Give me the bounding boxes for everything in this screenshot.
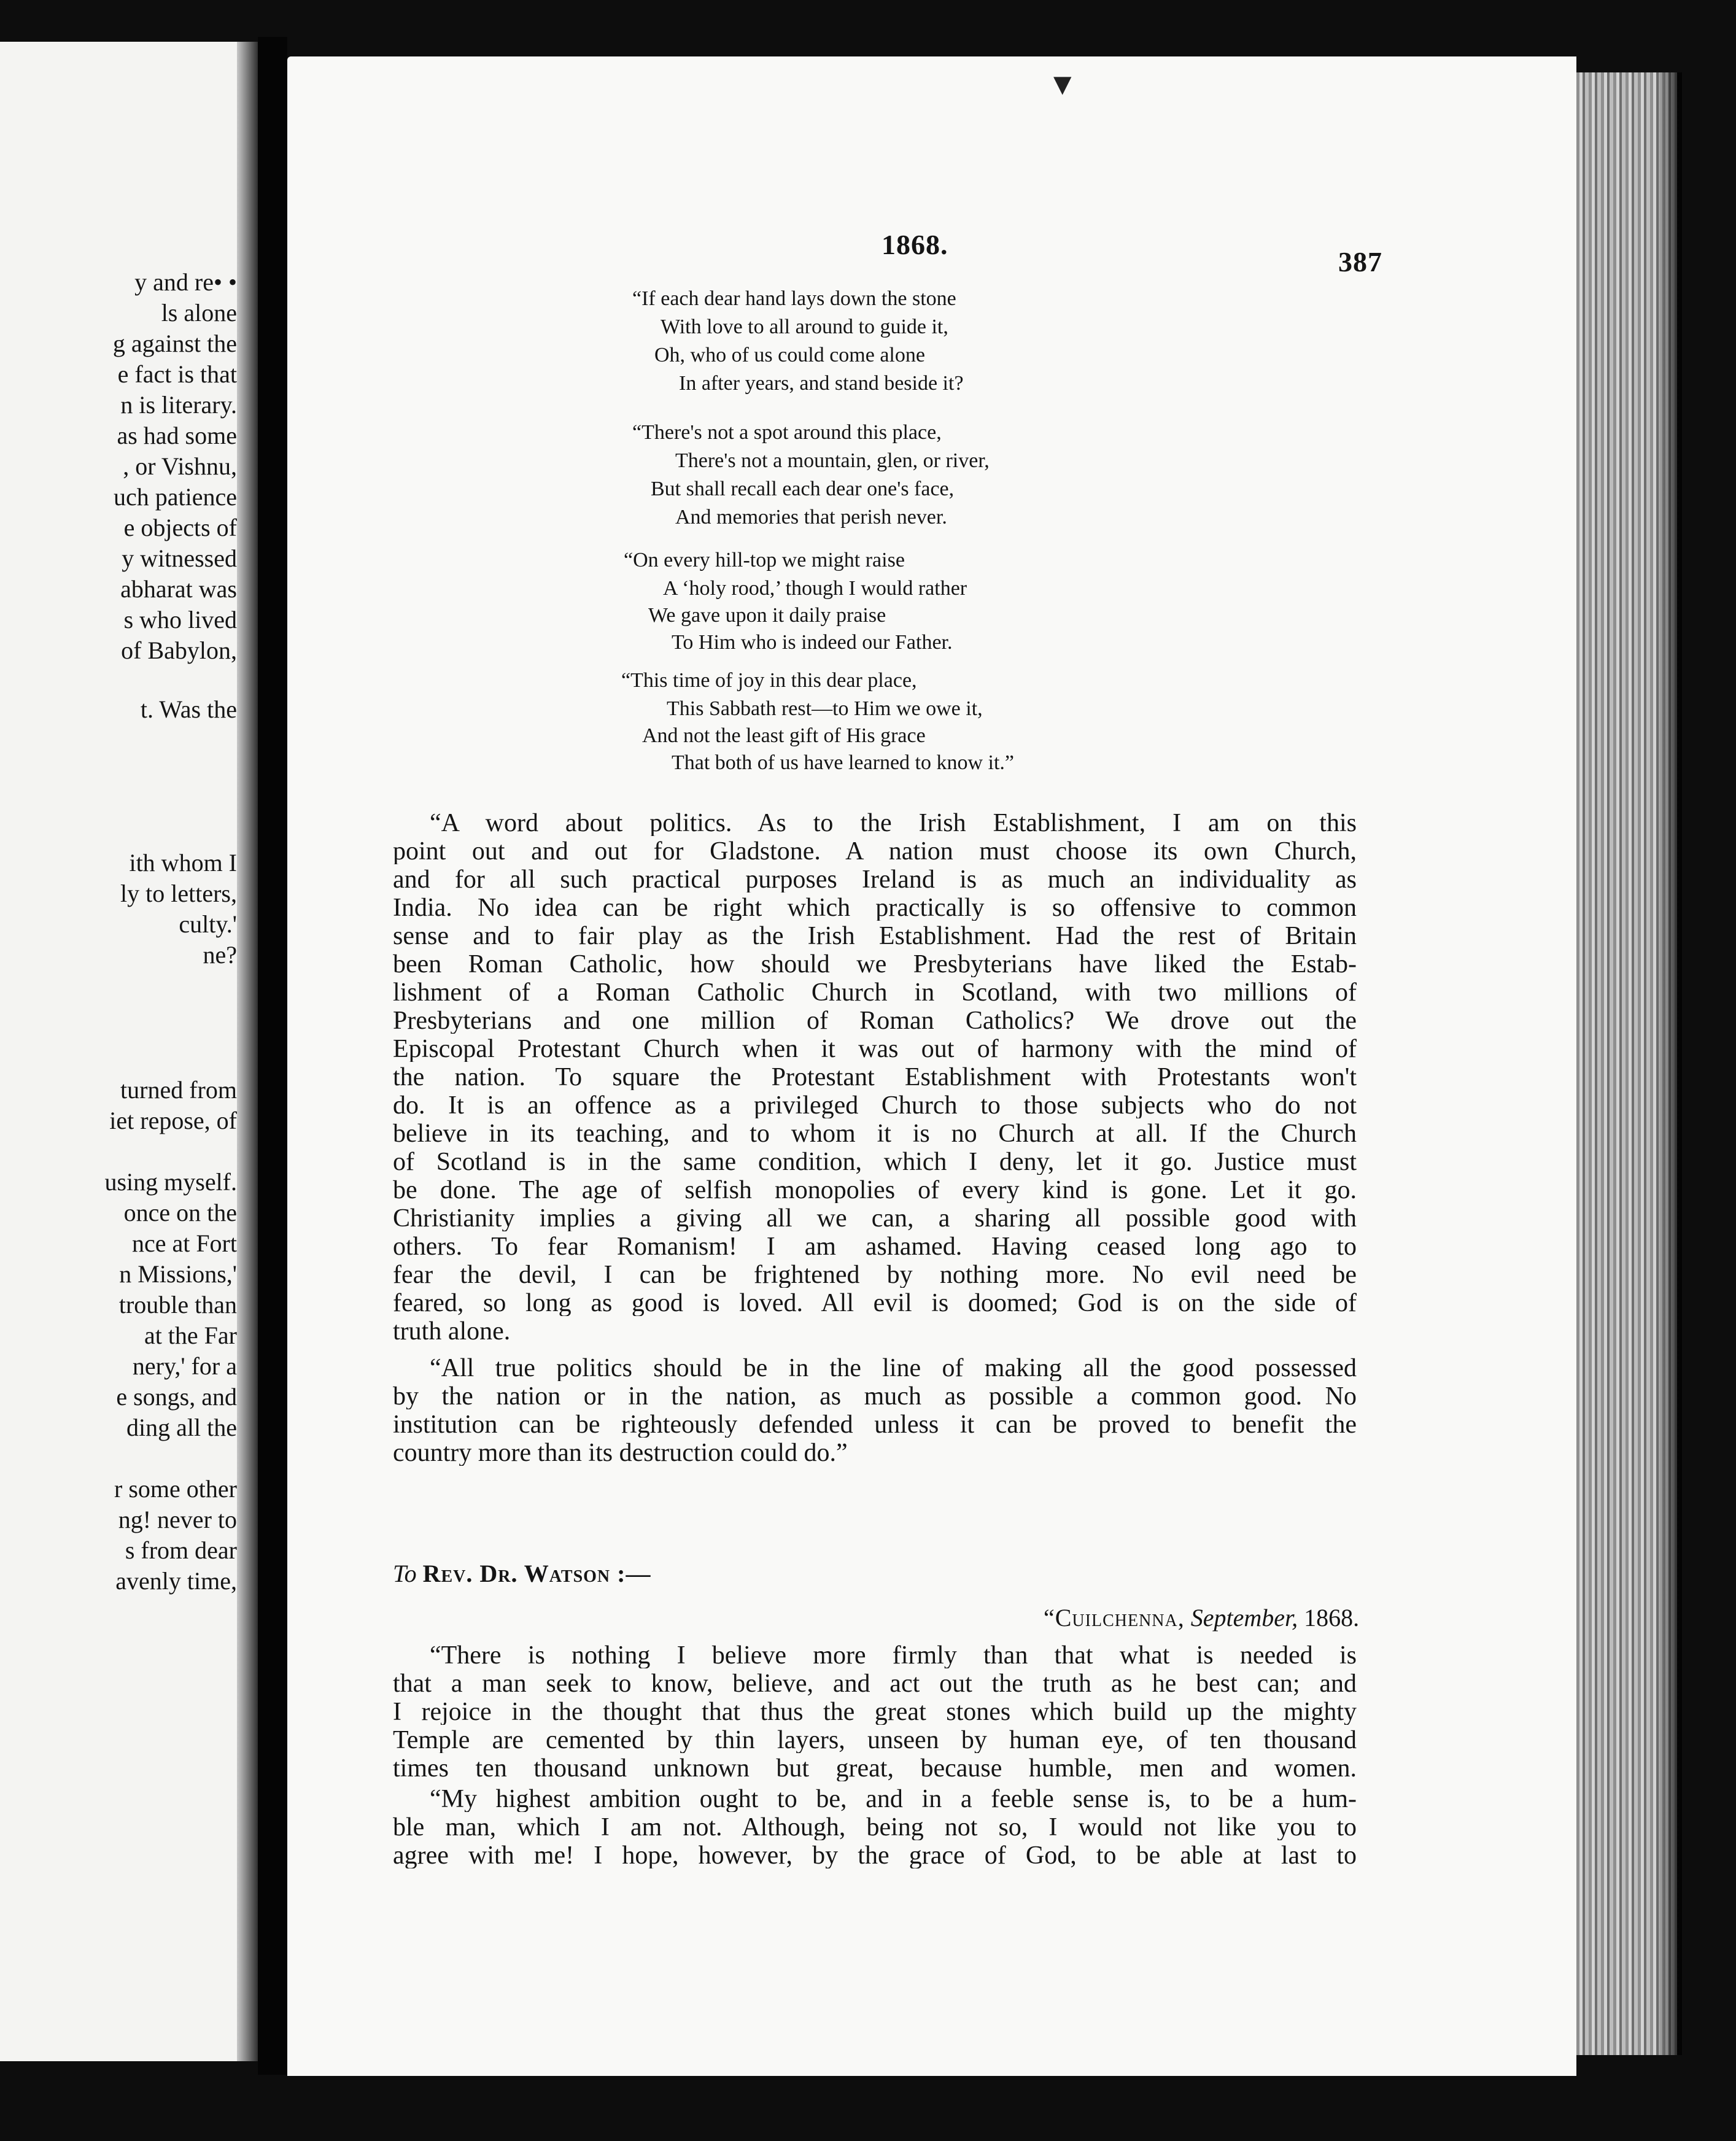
text-line: lishment of a Roman Catholic Church in Scotland, with two millions of <box>393 980 1357 1005</box>
left-line: turned from <box>120 1076 237 1104</box>
text-line: been Roman Catholic, how should we Presbyterians have liked the Estab- <box>393 951 1357 977</box>
tear-mark-icon: ▼ <box>1047 67 1078 101</box>
text-line: do. It is an offence as a privileged Church to those subjects who do not <box>393 1093 1357 1118</box>
text-line: others. To fear Romanism! I am ashamed. Having ceased long ago to <box>393 1234 1357 1260</box>
left-line: e objects of <box>123 514 237 541</box>
text-line: Episcopal Protestant Church when it was out of harmony with the mind of <box>393 1036 1357 1062</box>
dateline-year: 1868. <box>1304 1604 1360 1632</box>
text-line: that a man seek to know, believe, and act out the truth as he best can; and <box>393 1671 1357 1697</box>
left-line: ly to letters, <box>120 880 237 907</box>
text-line: Presbyterians and one million of Roman Catholics? We drove out the <box>393 1008 1357 1034</box>
left-page <box>0 42 258 2061</box>
left-line: ding all the <box>126 1414 237 1441</box>
text-line: believe in its teaching, and to whom it is no Church at all. If the Church <box>393 1121 1357 1147</box>
left-line: avenly time, <box>115 1567 237 1595</box>
left-line: n is literary. <box>120 391 237 419</box>
poem-line: But shall recall each dear one's face, <box>651 478 955 500</box>
text-line: fear the devil, I can be frightened by nothing more. No evil need be <box>393 1262 1357 1288</box>
text-line: I rejoice in the thought that thus the great stones which build up the mighty <box>393 1699 1357 1725</box>
left-line: n Missions,' <box>119 1260 237 1288</box>
left-line: s who lived <box>123 606 237 633</box>
left-page-gutter <box>237 42 258 2061</box>
left-line: ng! never to <box>118 1506 237 1533</box>
left-line: culty.' <box>179 910 237 938</box>
running-header-year: 1868. <box>882 229 948 260</box>
text-line: feared, so long as good is loved. All evil is doomed; God is on the side of <box>393 1290 1357 1316</box>
text-line: “There is nothing I believe more firmly than that what is needed is <box>430 1643 1357 1668</box>
text-line: Christianity implies a giving all we can, a sharing all possible good with <box>393 1206 1357 1231</box>
poem-line: We gave upon it daily praise <box>648 604 886 627</box>
poem-line: “If each dear hand lays down the stone <box>632 287 956 310</box>
poem-line: And memories that perish never. <box>675 506 947 528</box>
page-edges-shadow <box>1657 72 1682 2055</box>
poem-line: “This time of joy in this dear place, <box>621 669 917 692</box>
dateline-place: “Cuilchenna, <box>1044 1604 1185 1632</box>
text-line: “A word about politics. As to the Irish Establishment, I am on this <box>430 810 1357 836</box>
poem-line: To Him who is indeed our Father. <box>672 631 953 654</box>
book-spine <box>258 37 287 2075</box>
left-line: as had some <box>117 422 237 449</box>
left-line: nery,' for a <box>132 1352 237 1380</box>
text-line: “All true politics should be in the line of making all the good possessed <box>430 1355 1357 1381</box>
left-line: trouble than <box>118 1291 237 1318</box>
left-line: , or Vishnu, <box>123 452 237 480</box>
letter-addressee <box>393 1559 651 1588</box>
addressee-name: Rev. Dr. Watson :— <box>422 1560 651 1587</box>
text-line: truth alone. <box>393 1318 511 1344</box>
text-line: institution can be righteously defended unless it can be proved to benefit the <box>393 1412 1357 1438</box>
left-line: ith whom I <box>129 849 237 877</box>
text-line: sense and to fair play as the Irish Establishment. Had the rest of Britain <box>393 923 1357 949</box>
left-line: of Babylon, <box>121 637 237 664</box>
text-line: of Scotland is in the same condition, which I deny, let it go. Justice must <box>393 1149 1357 1175</box>
poem-line: “There's not a spot around this place, <box>632 421 942 444</box>
text-line: point out and out for Gladstone. A nation must choose its own Church, <box>393 838 1357 864</box>
text-line: agree with me! I hope, however, by the grace of God, to be able at last to <box>393 1843 1357 1868</box>
left-line: g against the <box>112 330 237 357</box>
poem-line: In after years, and stand beside it? <box>679 372 964 395</box>
left-line: abharat was <box>120 575 237 603</box>
poem-line: Oh, who of us could come alone <box>654 344 925 366</box>
text-line: be done. The age of selfish monopolies of every kind is gone. Let it go. <box>393 1177 1357 1203</box>
text-line: ble man, which I am not. Although, being not so, I would not like you to <box>393 1814 1357 1840</box>
poem-line: This Sabbath rest—to Him we owe it, <box>667 697 983 720</box>
text-line: country more than its destruction could do.” <box>393 1440 848 1466</box>
poem-line: With love to all around to guide it, <box>661 316 948 338</box>
text-line: by the nation or in the nation, as much as possible a common good. No <box>393 1384 1357 1409</box>
left-line: y and re• • <box>134 268 237 296</box>
left-line: ne? <box>203 941 237 969</box>
text-line: India. No idea can be right which practically is so offensive to common <box>393 895 1357 921</box>
text-line: and for all such practical purposes Ireland is as much an individuality as <box>393 867 1357 892</box>
left-line: once on the <box>123 1199 237 1226</box>
left-line: uch patience <box>114 483 237 511</box>
page-number: 387 <box>1338 246 1382 277</box>
left-line: at the Far <box>144 1322 237 1349</box>
left-line: e songs, and <box>116 1383 237 1411</box>
poem-line: There's not a mountain, glen, or river, <box>675 449 990 472</box>
text-line: Temple are cemented by thin layers, unseen by human eye, of ten thousand <box>393 1727 1357 1753</box>
poem-line: And not the least gift of His grace <box>642 724 926 747</box>
text-line: times ten thousand unknown but great, because humble, men and women. <box>393 1756 1357 1781</box>
poem-line: That both of us have learned to know it.” <box>672 751 1015 774</box>
left-line: nce at Fort <box>131 1229 237 1257</box>
dateline-month: September, <box>1190 1604 1298 1632</box>
left-line: ls alone <box>161 299 237 327</box>
left-line: s from dear <box>125 1536 237 1564</box>
text-line: “My highest ambition ought to be, and in a feeble sense is, to be a hum- <box>430 1786 1357 1812</box>
poem-line: A ‘holy rood,’ though I would rather <box>663 577 967 600</box>
left-line: e fact is that <box>117 360 237 388</box>
left-line: using myself. <box>104 1168 237 1196</box>
letter-dateline <box>1044 1603 1359 1632</box>
left-line: r some other <box>114 1475 237 1503</box>
left-line: t. Was the <box>140 695 237 723</box>
addressee-prefix: To <box>393 1560 417 1587</box>
left-line: iet repose, of <box>109 1107 237 1134</box>
left-page-text <box>0 42 246 2061</box>
left-line: y witnessed <box>122 544 237 572</box>
poem-line: “On every hill-top we might raise <box>624 549 905 571</box>
text-line: the nation. To square the Protestant Establishment with Protestants won't <box>393 1064 1357 1090</box>
